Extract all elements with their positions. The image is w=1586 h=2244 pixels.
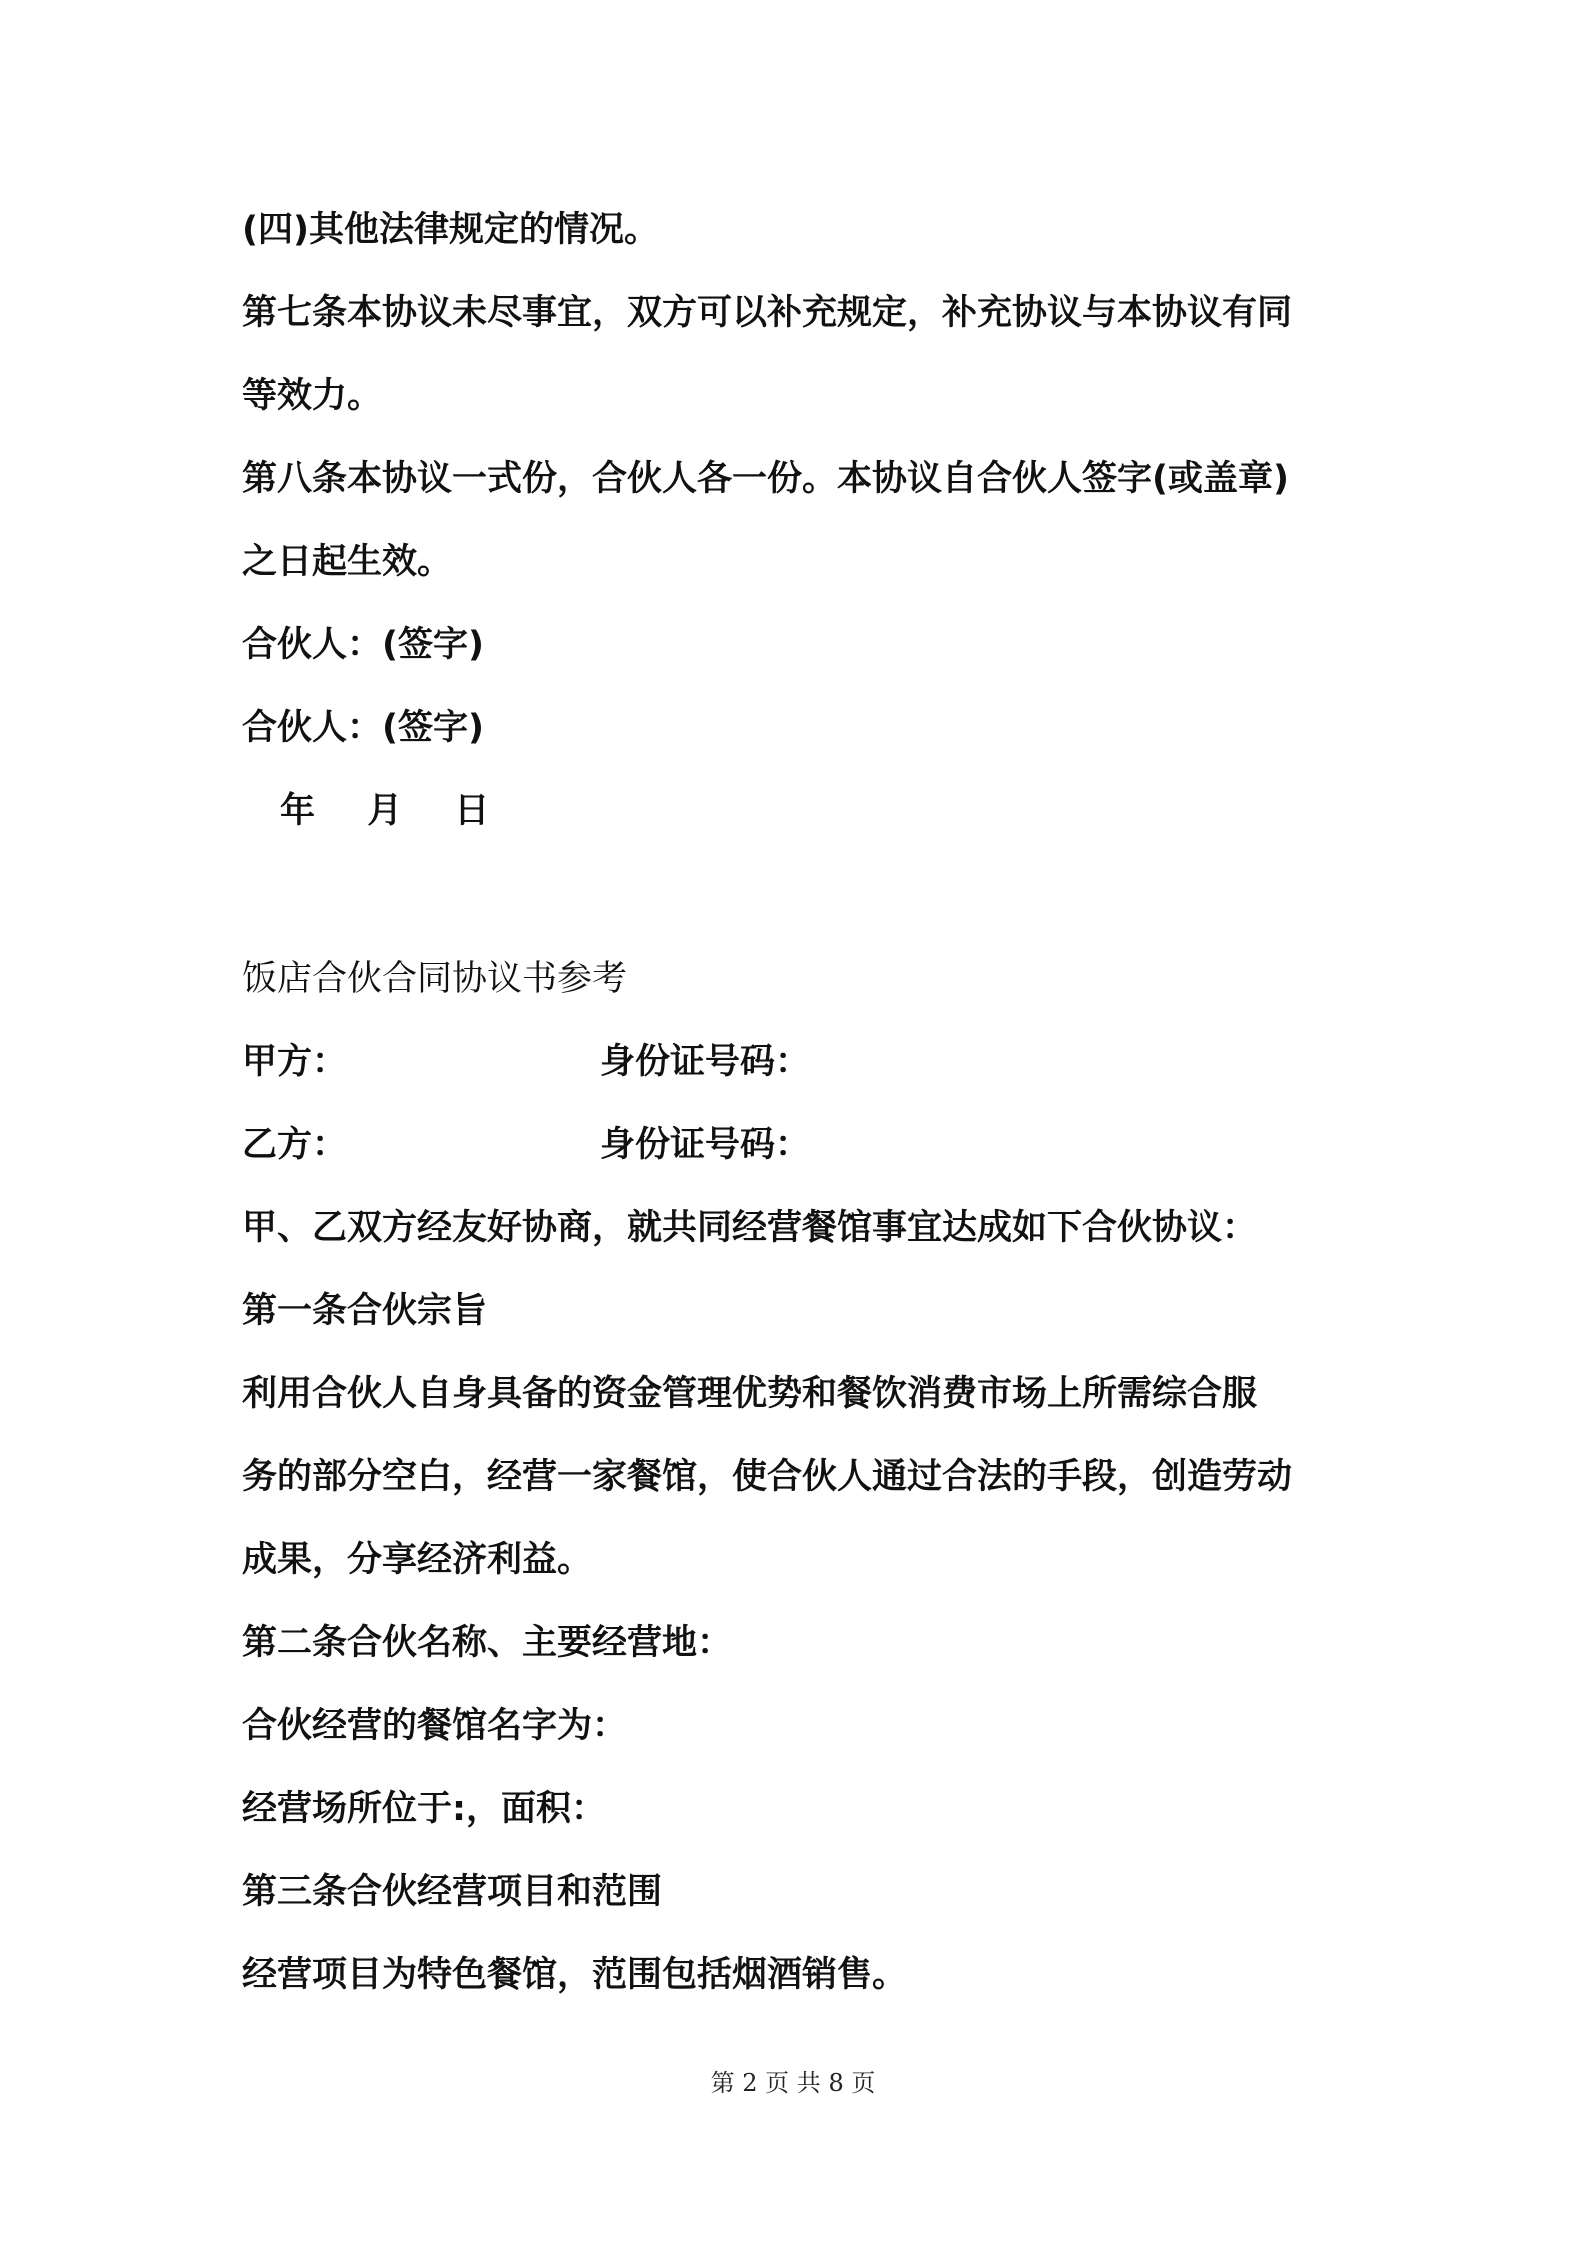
body-line-8: 经营场所位于:，面积： <box>242 1789 606 1829</box>
text-line-4: 第八条本协议一式份，合伙人各一份。本协议自合伙人签字(或盖章) <box>242 459 1289 499</box>
body-line-4: 务的部分空白，经营一家餐馆，使合伙人通过合法的手段，创造劳动 <box>242 1457 1293 1497</box>
body-line-3: 利用合伙人自身具备的资金管理优势和餐饮消费市场上所需综合服 <box>242 1374 1258 1414</box>
section-title: 饭店合伙合同协议书参考 <box>242 959 628 999</box>
party-b-id-label: 身份证号码： <box>600 1125 811 1165</box>
date-month: 月 <box>367 791 403 831</box>
text-line-2: 第七条本协议未尽事宜，双方可以补充规定，补充协议与本协议有同 <box>242 293 1293 333</box>
body-line-7: 合伙经营的餐馆名字为： <box>242 1706 628 1746</box>
date-day: 日 <box>454 791 490 831</box>
body-line-5: 成果，分享经济利益。 <box>242 1540 593 1580</box>
body-line-9: 第三条合伙经营项目和范围 <box>242 1872 663 1912</box>
body-line-2: 第一条合伙宗旨 <box>242 1291 488 1331</box>
text-line-5: 之日起生效。 <box>242 542 453 582</box>
body-line-1: 甲、乙双方经友好协商，就共同经营餐馆事宜达成如下合伙协议： <box>242 1208 1258 1248</box>
party-a-label: 甲方： <box>242 1042 348 1082</box>
signature-line-2: 合伙人：(签字) <box>242 708 484 748</box>
body-line-6: 第二条合伙名称、主要经营地： <box>242 1623 733 1663</box>
body-line-10: 经营项目为特色餐馆，范围包括烟酒销售。 <box>242 1955 908 1995</box>
date-line <box>280 787 1400 835</box>
signature-line-1: 合伙人：(签字) <box>242 625 484 665</box>
page-footer: 第 2 页 共 8 页 <box>710 2069 876 2097</box>
text-line-3: 等效力。 <box>242 376 383 416</box>
party-b-label: 乙方： <box>242 1125 348 1165</box>
date-year: 年 <box>280 791 316 831</box>
text-line-1: (四)其他法律规定的情况。 <box>242 210 659 250</box>
party-a-id-label: 身份证号码： <box>600 1042 811 1082</box>
